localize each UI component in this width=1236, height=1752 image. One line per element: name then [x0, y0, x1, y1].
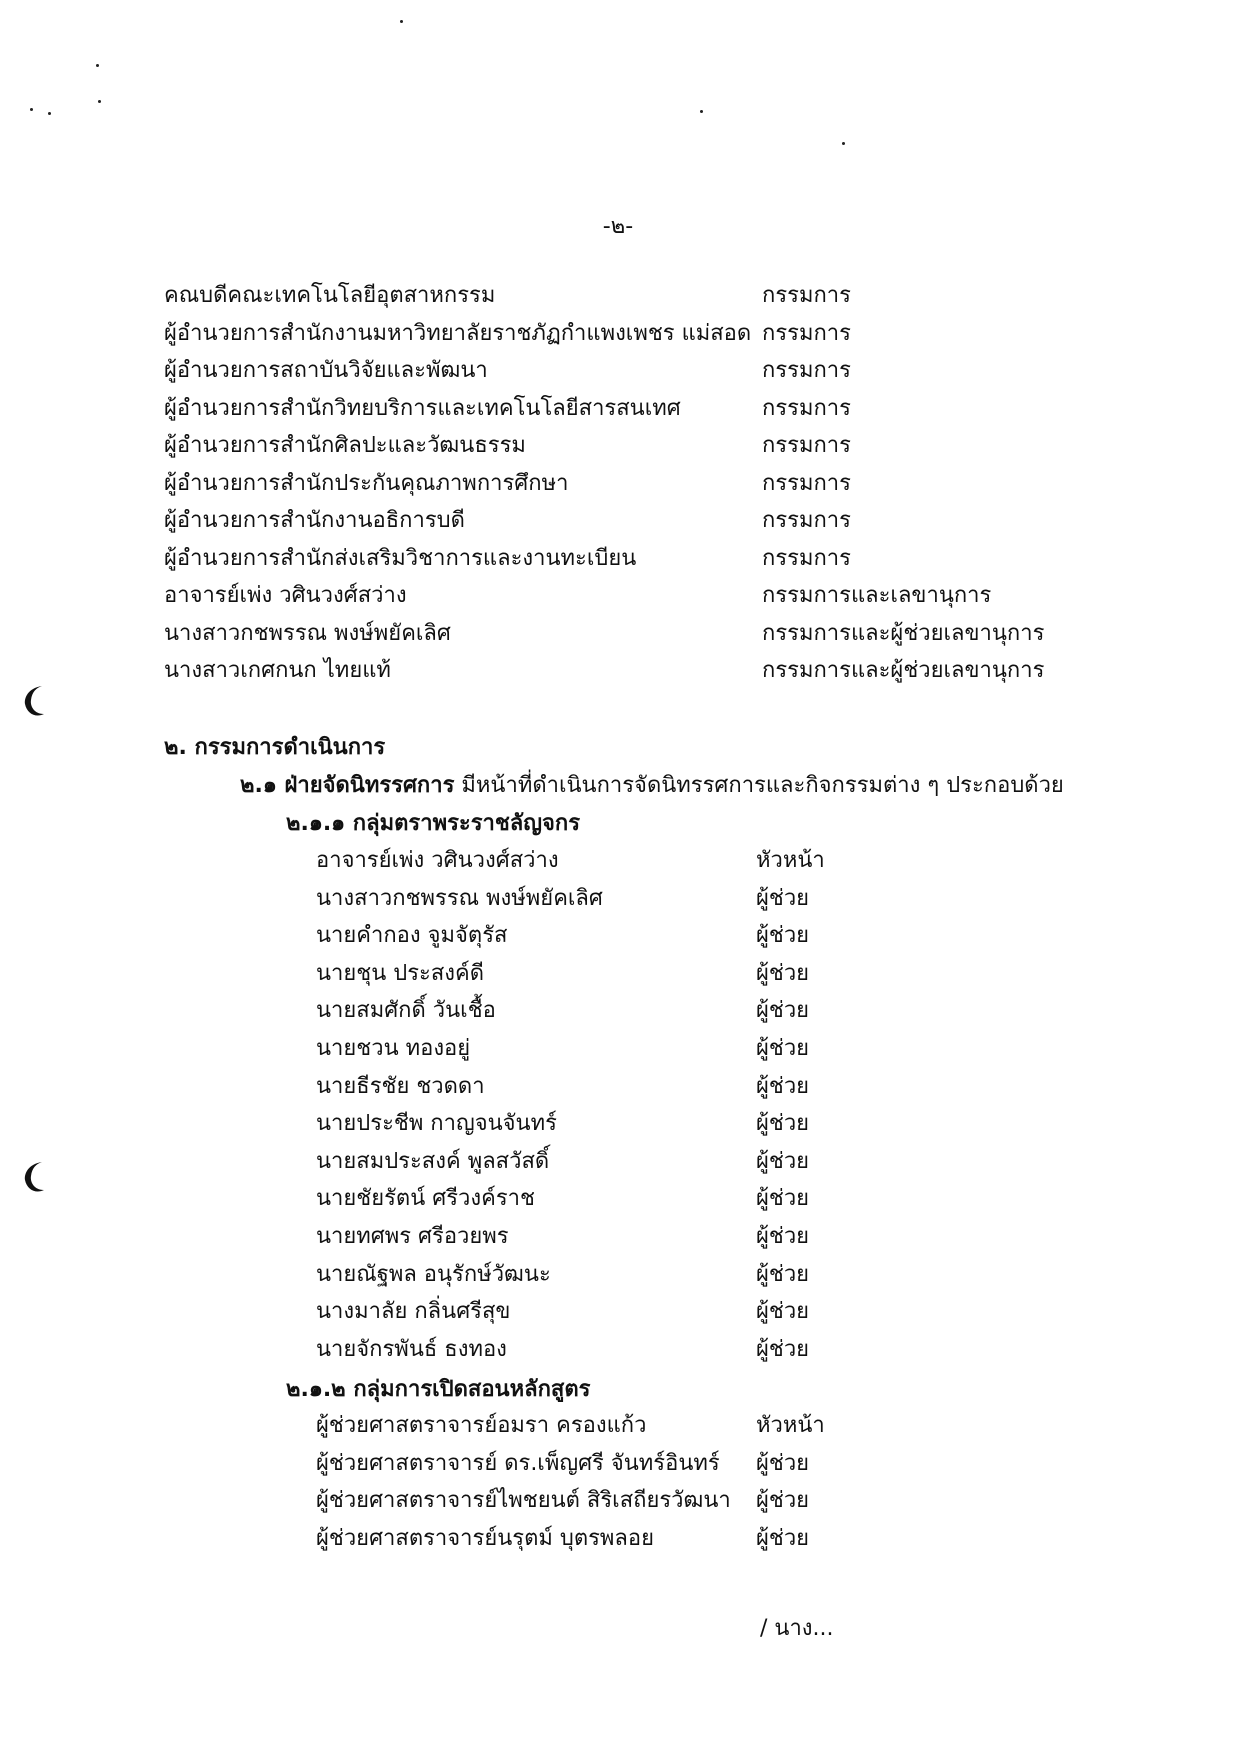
- group-2-1-1-member-row: [316, 1144, 1216, 1180]
- group-2-1-2-member-name: ผู้ช่วยศาสตราจารย์นรุตม์ บุตรพลอย: [316, 1525, 655, 1551]
- committee-member-name: ผู้อำนวยการสถาบันวิจัยและพัฒนา: [164, 358, 488, 383]
- section-2-heading: [164, 730, 385, 766]
- group-2-1-1-member-role: ผู้ช่วย: [756, 960, 810, 986]
- group-2-1-1-member-role: ผู้ช่วย: [756, 885, 810, 911]
- group-2-1-1-member-name: นายธีรชัย ชวดดา: [316, 1073, 485, 1099]
- scan-speck: [30, 108, 33, 111]
- committee-member-row: [164, 616, 1216, 652]
- group-2-1-2-member-row: [316, 1521, 1216, 1557]
- group-2-1-1-member-name: นางสาวกชพรรณ พงษ์พยัคเลิศ: [316, 885, 603, 911]
- group-2-1-1-member-role: ผู้ช่วย: [756, 1148, 810, 1174]
- group-2-1-1-member-name: นายสมศักดิ์ วันเชื้อ: [316, 998, 496, 1024]
- group-2-1-1-member-row: [316, 1332, 1216, 1368]
- committee-member-name: นางสาวเกศกนก ไทยแท้: [164, 658, 391, 683]
- punch-hole-mark: [22, 684, 48, 718]
- committee-member-row: [164, 541, 1216, 577]
- group-2-1-1-member-row: [316, 956, 1216, 992]
- group-2-1-1-member-name: นายจักรพันธ์ ธงทอง: [316, 1336, 507, 1362]
- scan-speck: [98, 100, 101, 103]
- group-2-1-1-member-row: [316, 1294, 1216, 1330]
- group-2-1-1-member-row: [316, 918, 1216, 954]
- group-2-1-2-member-row: [316, 1408, 1216, 1444]
- group-2-1-1-member-row: [316, 881, 1216, 917]
- punch-hole-mark: [22, 1160, 48, 1194]
- scan-speck: [842, 142, 845, 145]
- committee-member-row: [164, 391, 1216, 427]
- continuation-note: / นาง...: [760, 1616, 834, 1641]
- committee-member-name: นางสาวกชพรรณ พงษ์พยัคเลิศ: [164, 620, 451, 646]
- committee-member-row: [164, 353, 1216, 389]
- group-2-1-1-member-role: หัวหน้า: [756, 848, 825, 873]
- committee-member-row: [164, 316, 1216, 352]
- committee-member-role: กรรมการและเลขานุการ: [762, 583, 992, 608]
- group-2-1-1-member-name: นายสมประสงค์ พูลสวัสดิ์: [316, 1148, 550, 1174]
- section-2-heading-text: ๒. กรรมการดำเนินการ: [164, 735, 386, 760]
- committee-member-role: กรรมการ: [762, 433, 851, 458]
- group-2-1-1-member-name: นายชุน ประสงค์ดี: [316, 960, 485, 986]
- group-2-1-2-member-name: ผู้ช่วยศาสตราจารย์ไพชยนต์ สิริเสถียรวัฒนา: [316, 1488, 731, 1513]
- committee-member-role: กรรมการและผู้ช่วยเลขานุการ: [762, 658, 1045, 683]
- group-2-1-2-member-name: ผู้ช่วยศาสตราจารย์อมรา ครองแก้ว: [316, 1413, 647, 1438]
- group-2-1-1-member-role: ผู้ช่วย: [756, 1299, 810, 1325]
- committee-member-row: [164, 653, 1216, 689]
- committee-member-role: กรรมการและผู้ช่วยเลขานุการ: [762, 620, 1045, 646]
- group-2-1-1-member-role: ผู้ช่วย: [756, 1186, 810, 1212]
- group-2-1-2-heading-text: ๒.๑.๒ กลุ่มการเปิดสอนหลักสูตร: [286, 1377, 591, 1402]
- committee-member-name: ผู้อำนวยการสำนักงานอธิการบดี: [164, 508, 465, 533]
- committee-member-name: ผู้อำนวยการสำนักประกันคุณภาพการศึกษา: [164, 470, 569, 496]
- group-2-1-1-member-name: นายณัฐพล อนุรักษ์วัฒนะ: [316, 1261, 551, 1287]
- scan-speck: [400, 20, 403, 23]
- group-2-1-1-member-row: [316, 1069, 1216, 1105]
- committee-member-role: กรรมการ: [762, 395, 851, 421]
- scan-speck: [700, 110, 703, 113]
- committee-member-name: ผู้อำนวยการสำนักศิลปะและวัฒนธรรม: [164, 433, 526, 458]
- group-2-1-1-member-row: [316, 843, 1216, 879]
- group-2-1-1-member-name: นางมาลัย กลิ่นศรีสุข: [316, 1299, 511, 1325]
- committee-member-role: กรรมการ: [762, 545, 851, 571]
- group-2-1-1-member-name: นายชวน ทองอยู่: [316, 1036, 471, 1061]
- group-2-1-1-member-name: นายทศพร ศรีอวยพร: [316, 1224, 509, 1249]
- group-2-1-1-member-row: [316, 1257, 1216, 1293]
- committee-member-row: [164, 278, 1216, 314]
- committee-member-role: กรรมการ: [762, 470, 851, 496]
- committee-member-row: [164, 503, 1216, 539]
- group-2-1-1-member-role: ผู้ช่วย: [756, 1111, 810, 1137]
- group-2-1-2-member-role: หัวหน้า: [756, 1413, 825, 1438]
- group-2-1-1-member-name: อาจารย์เพ่ง วศินวงศ์สว่าง: [316, 848, 559, 873]
- scan-speck: [48, 112, 51, 115]
- section-2-1-label: ๒.๑ ฝ่ายจัดนิทรรศการ: [240, 773, 455, 798]
- committee-member-row: [164, 466, 1216, 502]
- committee-member-role: กรรมการ: [762, 283, 851, 308]
- group-2-1-1-member-name: นายประชีพ กาญจนจันทร์: [316, 1111, 557, 1137]
- committee-member-name: ผู้อำนวยการสำนักวิทยบริการและเทคโนโลยีสารสนเทศ: [164, 395, 681, 421]
- group-2-1-1-member-row: [316, 1106, 1216, 1142]
- page-number: -๒-: [602, 214, 634, 239]
- committee-member-row: [164, 428, 1216, 464]
- committee-member-name: ผู้อำนวยการสำนักงานมหาวิทยาลัยราชภัฏกำแพงเพชร แม่สอด: [164, 320, 752, 346]
- committee-member-name: อาจารย์เพ่ง วศินวงศ์สว่าง: [164, 583, 407, 608]
- scan-speck: [96, 64, 99, 67]
- group-2-1-2-heading: [286, 1372, 590, 1408]
- group-2-1-1-member-role: ผู้ช่วย: [756, 1224, 810, 1249]
- group-2-1-1-heading-text: ๒.๑.๑ กลุ่มตราพระราชลัญจกร: [286, 811, 581, 836]
- group-2-1-1-member-role: ผู้ช่วย: [756, 1036, 810, 1061]
- committee-member-role: กรรมการ: [762, 320, 851, 346]
- committee-member-role: กรรมการ: [762, 508, 851, 533]
- group-2-1-1-member-row: [316, 1181, 1216, 1217]
- committee-member-name: คณบดีคณะเทคโนโลยีอุตสาหกรรม: [164, 283, 496, 308]
- section-2-1-heading: [240, 768, 1064, 804]
- group-2-1-1-heading: [286, 806, 580, 842]
- committee-member-row: [164, 578, 1216, 614]
- group-2-1-1-member-name: นายชัยรัตน์ ศรีวงค์ราช: [316, 1186, 535, 1212]
- group-2-1-1-member-name: นายคำกอง จูมจัตุรัส: [316, 923, 508, 949]
- committee-member-name: ผู้อำนวยการสำนักส่งเสริมวิชาการและงานทะเบียน: [164, 545, 637, 571]
- group-2-1-2-member-role: ผู้ช่วย: [756, 1450, 810, 1476]
- group-2-1-2-member-role: ผู้ช่วย: [756, 1488, 810, 1513]
- group-2-1-1-member-role: ผู้ช่วย: [756, 998, 810, 1024]
- group-2-1-1-member-row: [316, 993, 1216, 1029]
- group-2-1-2-member-role: ผู้ช่วย: [756, 1525, 810, 1551]
- group-2-1-1-member-row: [316, 1031, 1216, 1067]
- committee-member-role: กรรมการ: [762, 358, 851, 383]
- group-2-1-1-member-role: ผู้ช่วย: [756, 1261, 810, 1287]
- group-2-1-1-member-role: ผู้ช่วย: [756, 1336, 810, 1362]
- section-2-1-description: มีหน้าที่ดำเนินการจัดนิทรรศการและกิจกรรมต่าง ๆ ประกอบด้วย: [454, 773, 1064, 798]
- group-2-1-2-member-name: ผู้ช่วยศาสตราจารย์ ดร.เพ็ญศรี จันทร์อินทร์: [316, 1450, 720, 1476]
- group-2-1-1-member-role: ผู้ช่วย: [756, 1073, 810, 1099]
- group-2-1-2-member-row: [316, 1483, 1216, 1519]
- group-2-1-1-member-role: ผู้ช่วย: [756, 923, 810, 949]
- group-2-1-1-member-row: [316, 1219, 1216, 1255]
- group-2-1-2-member-row: [316, 1446, 1216, 1482]
